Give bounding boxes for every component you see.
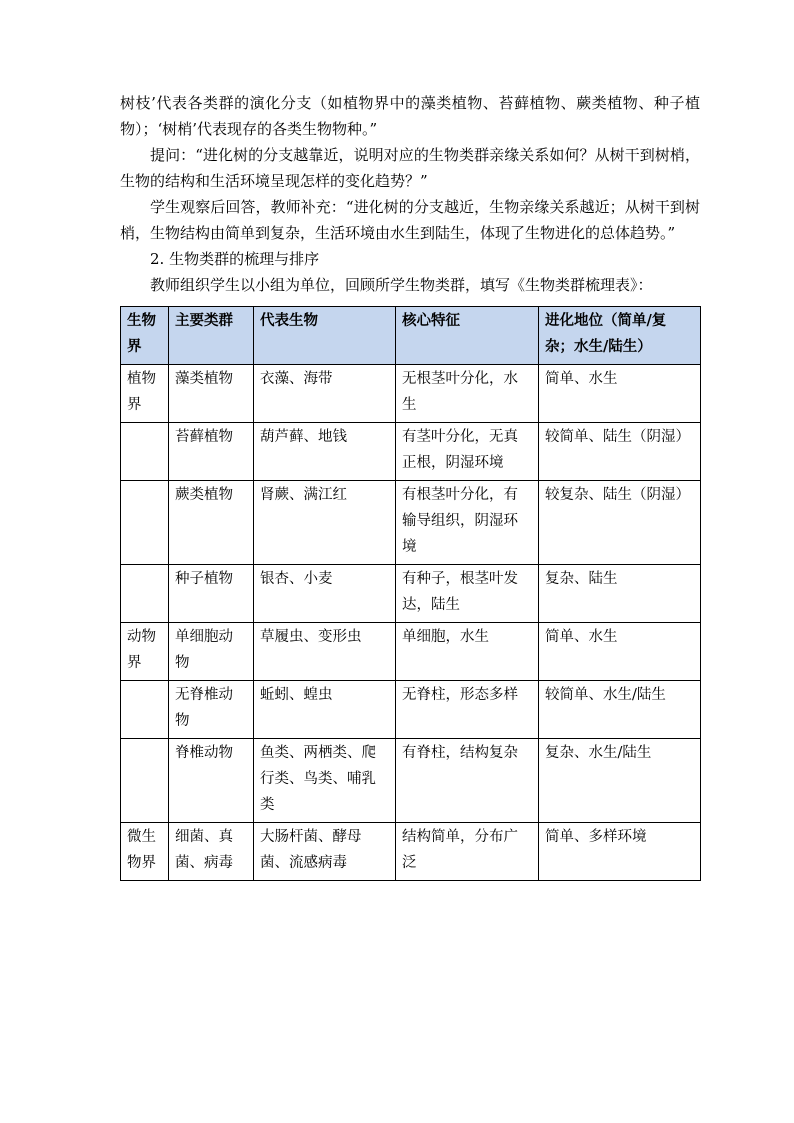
- cell-features: 有茎叶分化，无真正根，阴湿环境: [396, 423, 539, 481]
- taxonomy-table: [120, 306, 701, 881]
- cell-kingdom: 动物界: [121, 623, 169, 681]
- cell-features: 有根茎叶分化，有输导组织，阴湿环境: [396, 481, 539, 565]
- cell-features: 结构简单，分布广泛: [396, 823, 539, 881]
- cell-evolution-status: 简单、水生: [539, 623, 701, 681]
- paragraph-answer: 学生观察后回答，教师补充：“进化树的分支越近，生物亲缘关系越近；从树干到树梢，生物结构由简单到复杂，生活环境由水生到陆生，体现了生物进化的总体趋势。”: [120, 198, 700, 242]
- header-features: 核心特征: [396, 307, 539, 365]
- header-representative: 代表生物: [254, 307, 396, 365]
- table-row: [121, 739, 701, 823]
- cell-representative: 葫芦藓、地钱: [254, 423, 396, 481]
- header-evolution-status: 进化地位（简单/复杂；水生/陆生）: [539, 307, 701, 365]
- cell-features: 单细胞，水生: [396, 623, 539, 681]
- cell-representative: 蚯蚓、蝗虫: [254, 681, 396, 739]
- table-row: [121, 481, 701, 565]
- paragraph-evolution-tree: 树枝’代表各类群的演化分支（如植物界中的藻类植物、苔藓植物、蕨类植物、种子植物）；‘树梢’代表现存的各类生物物种。”: [120, 94, 700, 138]
- table-row: [121, 823, 701, 881]
- cell-group: 蕨类植物: [169, 481, 254, 565]
- cell-evolution-status: 较复杂、陆生（阴湿）: [539, 481, 701, 565]
- cell-group: 细菌、真菌、病毒: [169, 823, 254, 881]
- table-row: [121, 365, 701, 423]
- cell-features: 有脊柱，结构复杂: [396, 739, 539, 823]
- cell-kingdom: [121, 681, 169, 739]
- section-heading: 2. 生物类群的梳理与排序: [150, 250, 320, 268]
- table-row: [121, 565, 701, 623]
- cell-group: 脊椎动物: [169, 739, 254, 823]
- table-row: [121, 423, 701, 481]
- header-kingdom: 生物界: [121, 307, 169, 365]
- cell-features: 无脊柱，形态多样: [396, 681, 539, 739]
- document-body: [120, 90, 700, 881]
- cell-representative: 草履虫、变形虫: [254, 623, 396, 681]
- cell-representative: 鱼类、两栖类、爬行类、鸟类、哺乳类: [254, 739, 396, 823]
- cell-evolution-status: 复杂、陆生: [539, 565, 701, 623]
- cell-representative: 衣藻、海带: [254, 365, 396, 423]
- cell-evolution-status: 简单、水生: [539, 365, 701, 423]
- cell-evolution-status: 复杂、水生/陆生: [539, 739, 701, 823]
- cell-features: 无根茎叶分化，水生: [396, 365, 539, 423]
- table-row: [121, 681, 701, 739]
- cell-kingdom: 植物界: [121, 365, 169, 423]
- cell-kingdom: [121, 423, 169, 481]
- cell-evolution-status: 较简单、陆生（阴湿）: [539, 423, 701, 481]
- cell-group: 无脊椎动物: [169, 681, 254, 739]
- cell-representative: 银杏、小麦: [254, 565, 396, 623]
- header-group: 主要类群: [169, 307, 254, 365]
- cell-kingdom: 微生物界: [121, 823, 169, 881]
- table-header-row: [121, 307, 701, 365]
- cell-kingdom: [121, 565, 169, 623]
- table-row: [121, 623, 701, 681]
- cell-group: 藻类植物: [169, 365, 254, 423]
- cell-group: 种子植物: [169, 565, 254, 623]
- cell-group: 单细胞动物: [169, 623, 254, 681]
- cell-features: 有种子，根茎叶发达，陆生: [396, 565, 539, 623]
- cell-representative: 肾蕨、满江红: [254, 481, 396, 565]
- cell-kingdom: [121, 481, 169, 565]
- cell-representative: 大肠杆菌、酵母菌、流感病毒: [254, 823, 396, 881]
- cell-kingdom: [121, 739, 169, 823]
- cell-evolution-status: 简单、多样环境: [539, 823, 701, 881]
- paragraph-instruction: 教师组织学生以小组为单位，回顾所学生物类群，填写《生物类群梳理表》：: [150, 276, 653, 294]
- paragraph-question: 提问：“进化树的分支越靠近，说明对应的生物类群亲缘关系如何？从树干到树梢，生物的结构和生活环境呈现怎样的变化趋势？”: [120, 146, 700, 190]
- cell-group: 苔藓植物: [169, 423, 254, 481]
- cell-evolution-status: 较简单、水生/陆生: [539, 681, 701, 739]
